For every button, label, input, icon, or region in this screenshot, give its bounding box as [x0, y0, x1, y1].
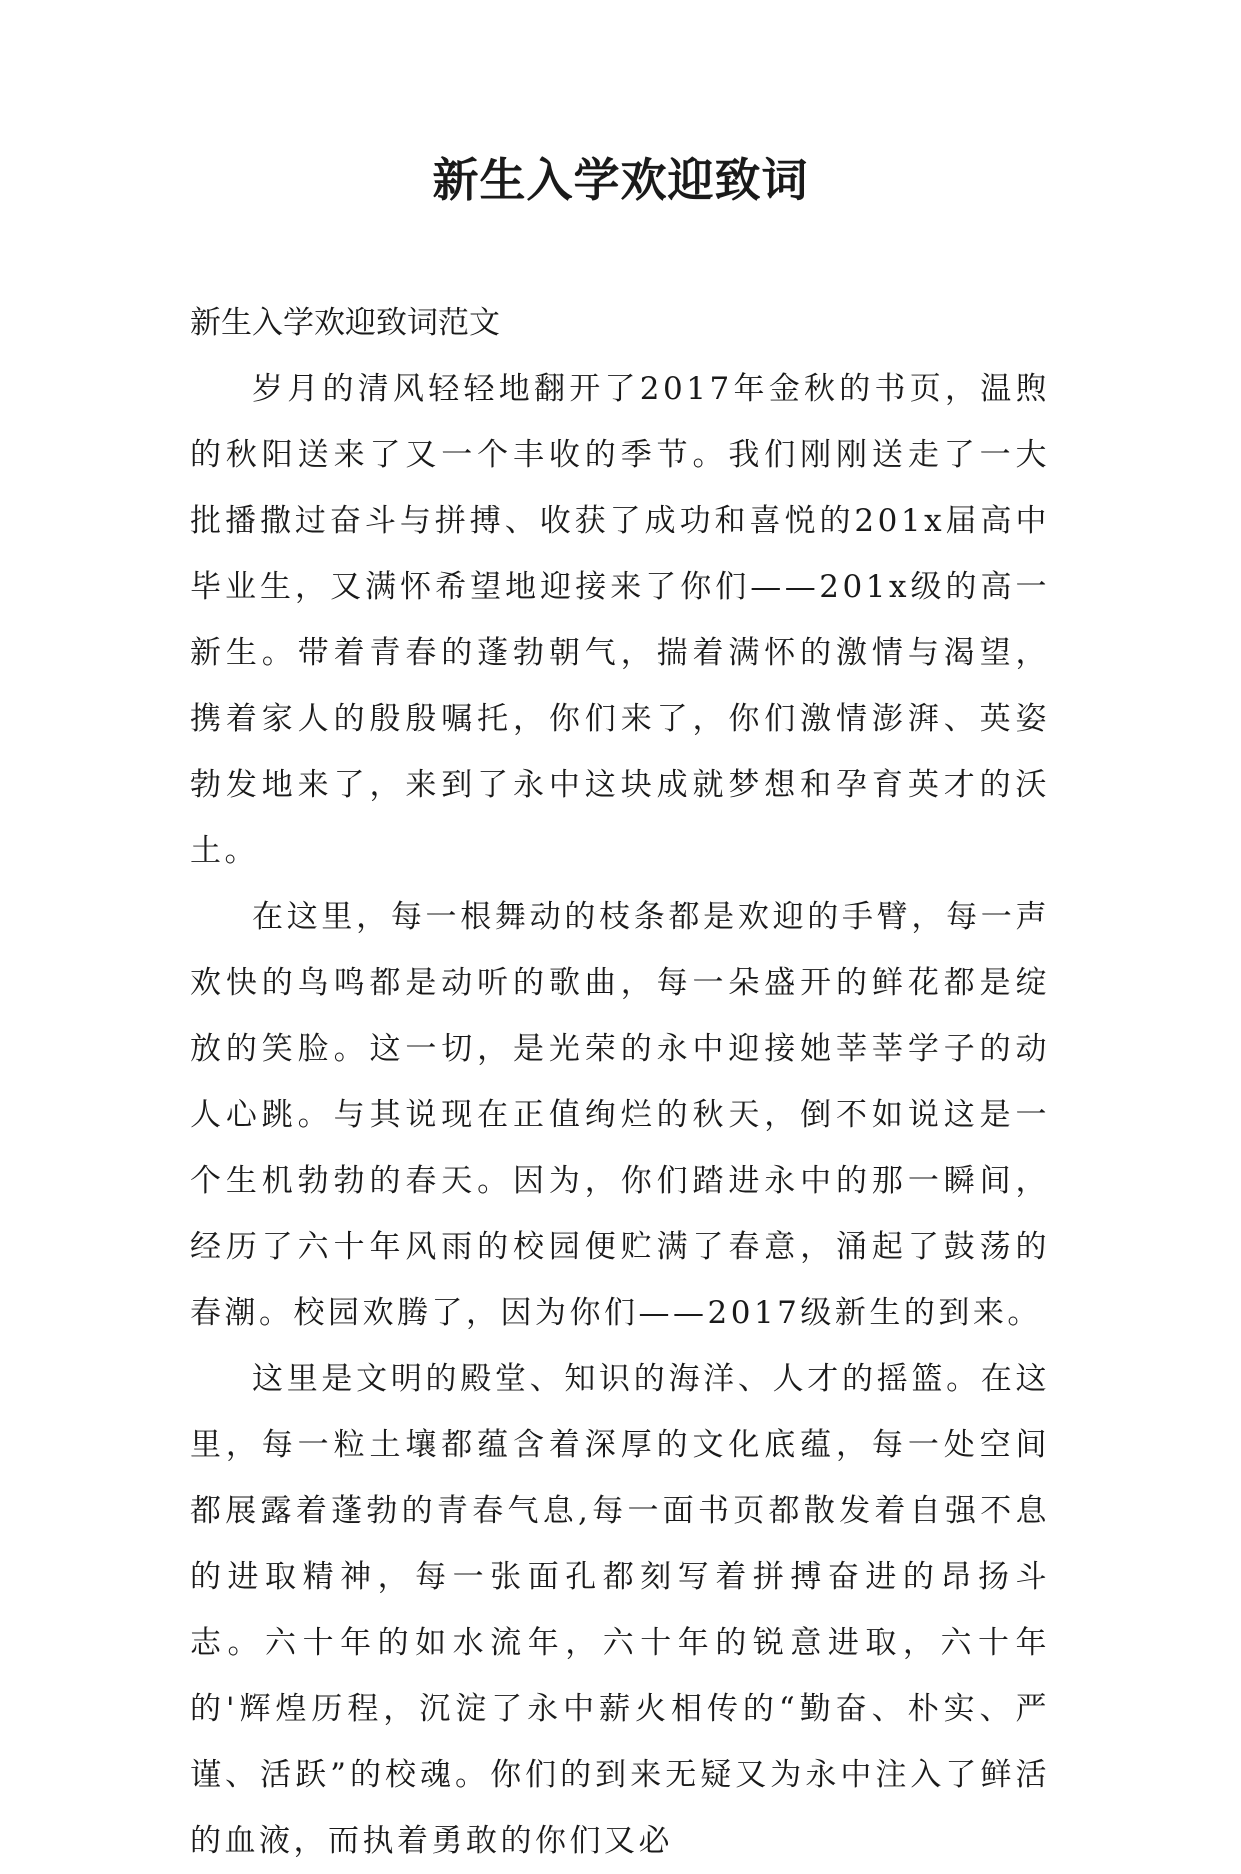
- paragraph-2: 在这里，每一根舞动的枝条都是欢迎的手臂，每一声欢快的鸟鸣都是动听的歌曲，每一朵盛开的鲜花都是绽放的笑脸。这一切，是光荣的永中迎接她莘莘学子的动人心跳。与其说现在正值绚烂的秋天，倒不如说这是一个生机勃勃的春天。因为，你们踏进永中的那一瞬间，经历了六十年风雨的校园便贮满了春意，涌起了鼓荡的春潮。校园欢腾了，因为你们——2017级新生的到来。: [190, 899, 1050, 1331]
- document-subtitle: 新生入学欢迎致词范文: [190, 305, 500, 341]
- paragraph-3: 这里是文明的殿堂、知识的海洋、人才的摇篮。在这里，每一粒土壤都蕴含着深厚的文化底蕴，每一处空间都展露着蓬勃的青春气息,每一面书页都散发着自强不息的进取精神，每一张面孔都刻写着拼搏奋进的昂扬斗志。六十年的如水流年，六十年的锐意进取，六十年的'辉煌历程，沉淀了永中薪火相传的“勤奋、朴实、严谨、活跃”的校魂。你们的到来无疑又为永中注入了鲜活的血液，而执着勇敢的你们又必: [190, 1361, 1050, 1859]
- document-title: 新生入学欢迎致词: [432, 153, 809, 207]
- paragraph-1: 岁月的清风轻轻地翻开了2017年金秋的书页，温煦的秋阳送来了又一个丰收的季节。我们刚刚送走了一大批播撒过奋斗与拼搏、收获了成功和喜悦的201x届高中毕业生，又满怀希望地迎接来了你们——201x级的高一新生。带着青春的蓬勃朝气，揣着满怀的激情与渴望，携着家人的殷殷嘱托，你们来了，你们激情澎湃、英姿勃发地来了，来到了永中这块成就梦想和孕育英才的沃土。: [190, 371, 1050, 869]
- document-body: [190, 290, 1050, 1874]
